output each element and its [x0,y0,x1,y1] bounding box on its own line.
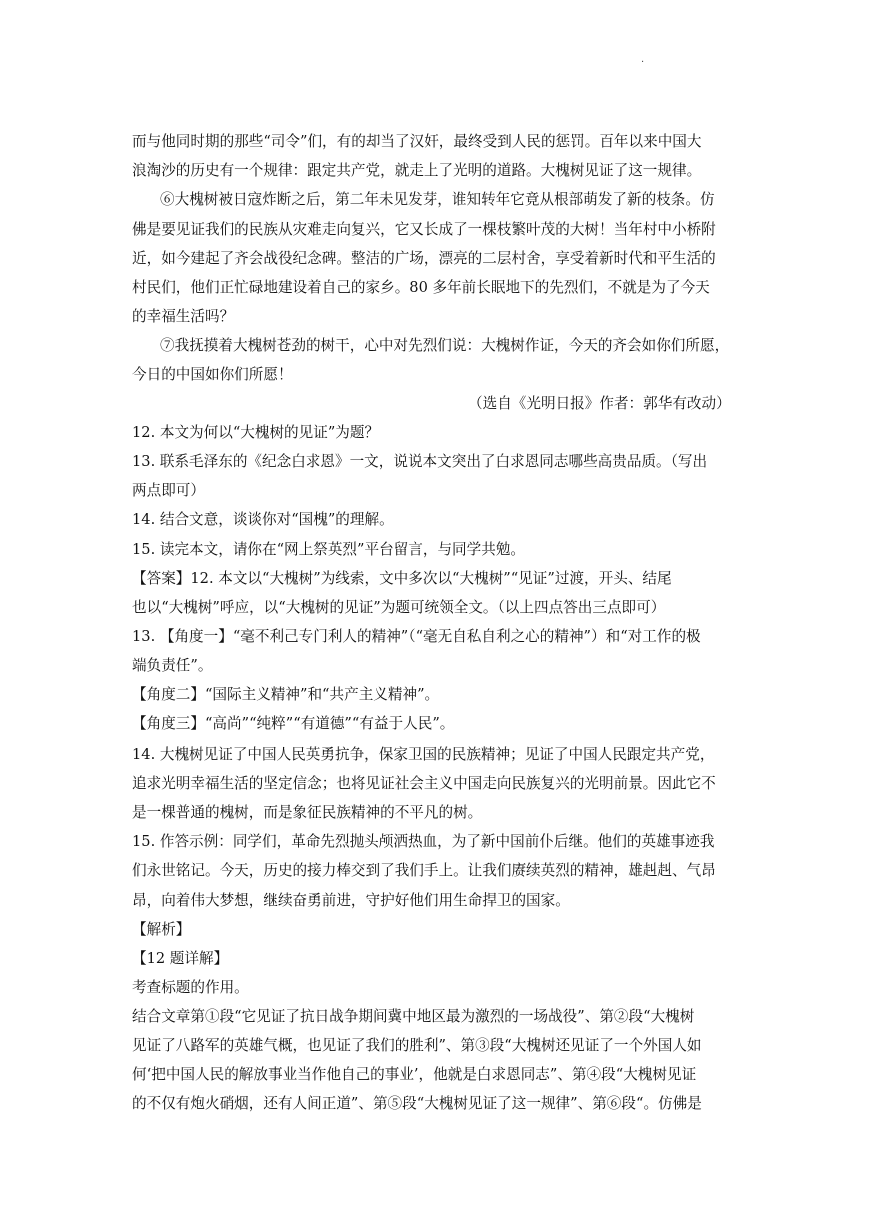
answer-14: 14. 大槐树见证了中国人民英勇抗争，保家卫国的民族精神；见证了中国人民跟定共产党， [132,746,715,763]
question-12: 12. 本文为何以“大槐树的见证”为题？ [132,424,380,441]
text-line: 昂，向着伟大梦想，继续奋勇前进，守护好他们用生命捍卫的国家。 [132,892,570,909]
text-line: 而与他同时期的那些“司令”们，有的却当了汉奸，最终受到人民的惩罚。百年以来中国大 [132,133,702,150]
text-line: 两点即可） [132,482,205,499]
question-15: 15. 读完本文，请你在“网上祭英烈”平台留言，与同学共勉。 [132,541,526,558]
text-line: 的不仅有炮火硝烟，还有人间正道”、第⑤段“大槐树见证了这一规律”、第⑥段“。仿佛是 [132,1095,702,1112]
detail-12-heading: 【12 题详解】 [132,950,229,967]
text-line: 也以“大槐树”呼应，以“大槐树的见证”为题可统领全文。（以上四点答出三点即可） [132,599,666,616]
corner-mark: . [641,54,645,65]
answer-15: 15. 作答示例：同学们，革命先烈抛头颅洒热血，为了新中国前仆后继。他们的英雄事迹我 [132,833,715,850]
angle-2: 【角度二】“国际主义精神”和“共产主义精神”。 [132,686,440,703]
text-line: 考查标题的作用。 [132,979,249,996]
answer-13: 13. 【角度一】“毫不利己专门利人的精神”（“毫无自私自利之心的精神”）和“对工作的极 [132,628,701,645]
question-14: 14. 结合文意，谈谈你对“国槐”的理解。 [132,511,394,528]
text-line: 浪淘沙的历史有一个规律：跟定共产党，就走上了光明的道路。大槐树见证了这一规律。 [132,162,702,179]
angle-3: 【角度三】“高尚”“纯粹”“有道德”“有益于人民”。 [132,715,455,732]
text-line: 近，如今建起了齐会战役纪念碑。整洁的广场，漂亮的二层村舍，享受着新时代和平生活的 [132,250,716,267]
text-line: 的幸福生活吗？ [132,308,235,325]
analysis-heading: 【解析】 [132,921,191,938]
paragraph-7-start: ⑦我抚摸着大槐树苍劲的树干，心中对先烈们说：大槐树作证，今天的齐会如你们所愿， [160,337,730,354]
text-line: 追求光明幸福生活的坚定信念；也将见证社会主义中国走向民族复兴的光明前景。因此它不 [132,775,716,792]
text-line: 村民们，他们正忙碌地建设着自己的家乡。80 多年前长眠地下的先烈们，不就是为了今天 [132,279,710,296]
answer-heading: 【答案】12. 本文以“大槐树”为线索，文中多次以“大槐树”“见证”过渡，开头、结尾 [132,570,672,587]
text-line: 结合文章第①段“它见证了抗日战争期间冀中地区最为激烈的一场战役”、第②段“大槐树 [132,1008,695,1025]
text-line: 们永世铭记。今天，历史的接力棒交到了我们手上。让我们赓续英烈的精神，雄赳赳、气昂 [132,862,716,879]
text-line: 今日的中国如你们所愿！ [132,366,293,383]
text-line: 端负责任”。 [132,657,213,674]
text-line: 是一棵普通的槐树，而是象征民族精神的不平凡的树。 [132,804,483,821]
paragraph-6-start: ⑥大槐树被日寇炸断之后，第二年未见发芽，谁知转年它竟从根部萌发了新的枝条。仿 [160,191,715,208]
text-line: 何‘把中国人民的解放事业当作他自己的事业’，他就是白求恩同志”、第④段“大槐树见证 [132,1066,697,1083]
text-line: 佛是要见证我们的民族从灾难走向复兴，它又长成了一棵枝繁叶茂的大树！当年村中小桥附 [132,221,716,238]
text-line: 见证了八路军的英雄气概，也见证了我们的胜利”、第③段“大槐树还见证了一个外国人如 [132,1037,702,1054]
source-citation: （选自《光明日报》作者：郭华有改动） [468,395,731,412]
question-13: 13. 联系毛泽东的《纪念白求恩》一文，说说本文突出了白求恩同志哪些高贵品质。（写出 [132,453,708,470]
